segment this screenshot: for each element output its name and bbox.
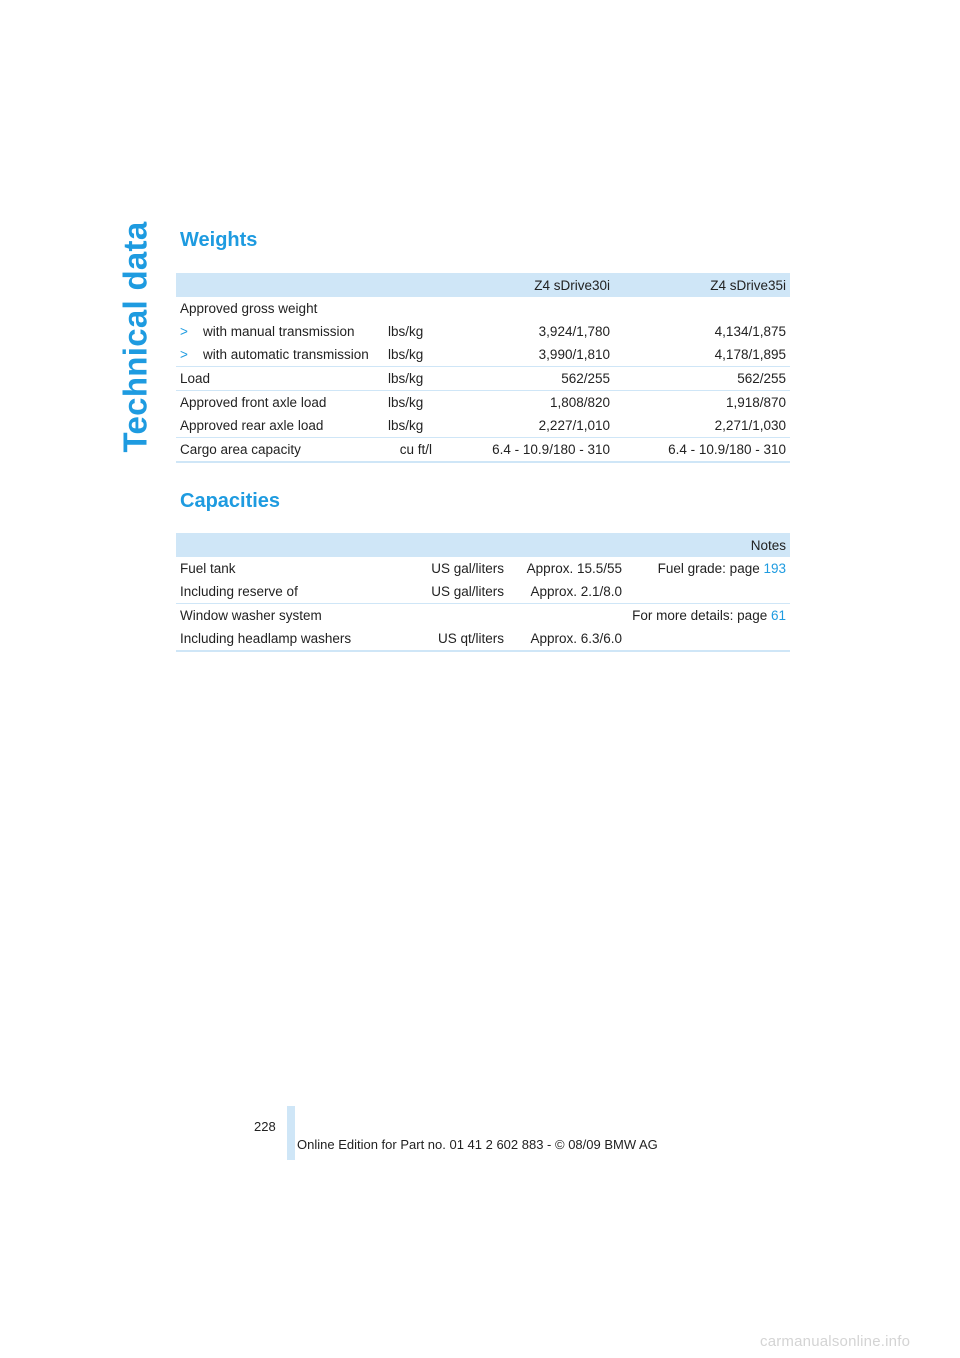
weights-col-header-1: Z4 sDrive30i [436, 273, 614, 297]
bullet-icon: > [180, 324, 188, 339]
row-unit: lbs/kg [388, 324, 424, 339]
row-value-2: 1,918/870 [614, 391, 790, 415]
capacities-notes-header: Notes [626, 533, 790, 557]
row-value: Approx. 15.5/55 [526, 561, 622, 576]
page-link-193[interactable]: 193 [763, 561, 786, 576]
row-unit: US gal/liters [431, 584, 504, 599]
row-note [402, 604, 790, 628]
row-label: Cargo area capacity [176, 438, 384, 463]
table-row [176, 438, 790, 463]
row-label: Approved rear axle load [180, 418, 324, 433]
note-text: Fuel grade: page [657, 561, 764, 576]
row-value-1: 3,924/1,780 [538, 324, 610, 339]
row-value-2: 6.4 - 10.9/180 - 310 [614, 438, 790, 463]
row-label: Approved front axle load [176, 391, 384, 415]
capacities-table [176, 533, 790, 652]
weights-section-title: Weights [180, 229, 258, 251]
row-value-2: 562/255 [614, 367, 790, 391]
row-unit: cu ft/l [384, 438, 436, 463]
table-row [176, 627, 790, 651]
row-value-1: 2,227/1,010 [538, 418, 610, 433]
weights-col-header-2: Z4 sDrive35i [614, 273, 790, 297]
row-value-2: 2,271/1,030 [714, 418, 786, 433]
row-value-2: 4,134/1,875 [714, 324, 786, 339]
note-text: For more details: page [632, 608, 771, 623]
row-unit: lbs/kg [384, 367, 436, 391]
table-row [176, 557, 790, 580]
table-row [176, 297, 790, 320]
weights-header-row [176, 273, 790, 297]
weights-group-label: Approved gross weight [180, 301, 318, 316]
row-value-2: 4,178/1,895 [714, 347, 786, 362]
table-row [176, 414, 790, 438]
row-label: with automatic transmission [203, 347, 369, 362]
table-row [176, 604, 790, 628]
footer-edition-text: Online Edition for Part no. 01 41 2 602 883 - © 08/09 BMW AG [297, 1137, 658, 1152]
capacities-header-row [176, 533, 790, 557]
row-label: Window washer system [176, 604, 402, 628]
row-unit: US gal/liters [431, 561, 504, 576]
table-row [176, 343, 790, 367]
bullet-icon: > [180, 347, 188, 362]
watermark: carmanualsonline.info [760, 1333, 911, 1350]
footer-accent-bar [287, 1106, 295, 1160]
table-row [176, 367, 790, 391]
row-unit: lbs/kg [384, 391, 436, 415]
row-label: Including reserve of [180, 584, 298, 599]
row-note [626, 557, 790, 580]
page-link-61[interactable]: 61 [770, 608, 786, 623]
weights-table [176, 273, 790, 463]
page-number: 228 [254, 1119, 276, 1134]
row-value: Approx. 2.1/8.0 [530, 584, 622, 599]
row-value-1: 1,808/820 [436, 391, 614, 415]
table-row [176, 580, 790, 604]
table-row [176, 320, 790, 343]
row-value: Approx. 6.3/6.0 [508, 627, 626, 651]
row-unit: lbs/kg [388, 347, 424, 362]
row-value-1: 6.4 - 10.9/180 - 310 [436, 438, 614, 463]
capacities-section-title: Capacities [180, 490, 281, 512]
chapter-side-title [113, 221, 157, 453]
table-row [176, 391, 790, 415]
row-label: Fuel tank [180, 561, 236, 576]
row-label: Including headlamp washers [176, 627, 402, 651]
row-value-1: 562/255 [436, 367, 614, 391]
row-label: with manual transmission [203, 324, 355, 339]
row-value-1: 3,990/1,810 [538, 347, 610, 362]
row-unit: US qt/liters [402, 627, 508, 651]
row-unit: lbs/kg [388, 418, 424, 433]
chapter-side-title-text: Technical data [116, 221, 153, 453]
row-label: Load [176, 367, 384, 391]
